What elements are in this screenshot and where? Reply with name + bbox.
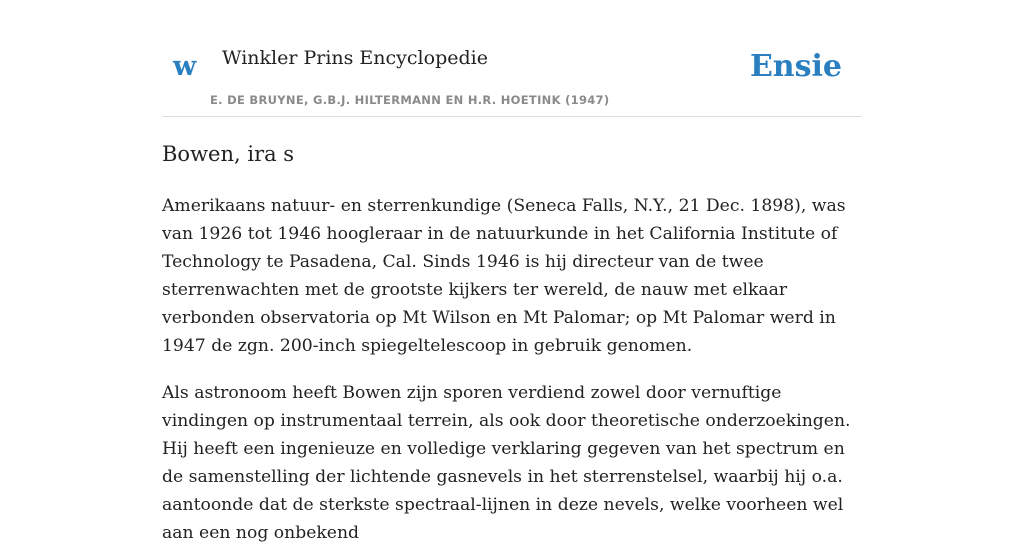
source-authors: E. DE BRUYNE, G.B.J. HILTERMANN EN H.R. HOETINK (1947) [210,93,610,107]
article-paragraph: Als astronoom heeft Bowen zijn sporen verdiend zowel door vernuftige vindingen op instrumentaal terrein, als ook door theoretische onderzoekingen. Hij heeft een ingenieuze en volledige verklaring gegeven van het spectrum en de samenstelling der lichtende gasnevels in het sterrenstelsel, waarbij hij o.a. aantoonde dat de sterkste spectraal-lijnen in deze nevels, welke voorheen wel aan een nog onbekend [162,383,851,543]
winkler-prins-logo[interactable]: w [173,51,197,82]
article [162,138,862,547]
entry-title: Bowen, ira s [162,142,295,166]
source-title[interactable]: Winkler Prins Encyclopedie [222,47,488,69]
article-paragraph: Amerikaans natuur- en sterrenkundige (Seneca Falls, N.Y., 21 Dec. 1898), was van 1926 tot 1946 hoogleraar in de natuurkunde in het California Institute of Technology te Pasadena, Cal. Sinds 1946 is hij directeur van de twee sterrenwachten met de grootste kijkers ter wereld, de nauw met elkaar verbonden observatoria op Mt Wilson en Mt Palomar; op Mt Palomar werd in 1947 de zgn. 200-inch spiegeltelescoop in gebruik genomen. [162,196,846,356]
site-header [162,0,862,117]
ensie-logo[interactable]: Ensie [749,49,842,84]
